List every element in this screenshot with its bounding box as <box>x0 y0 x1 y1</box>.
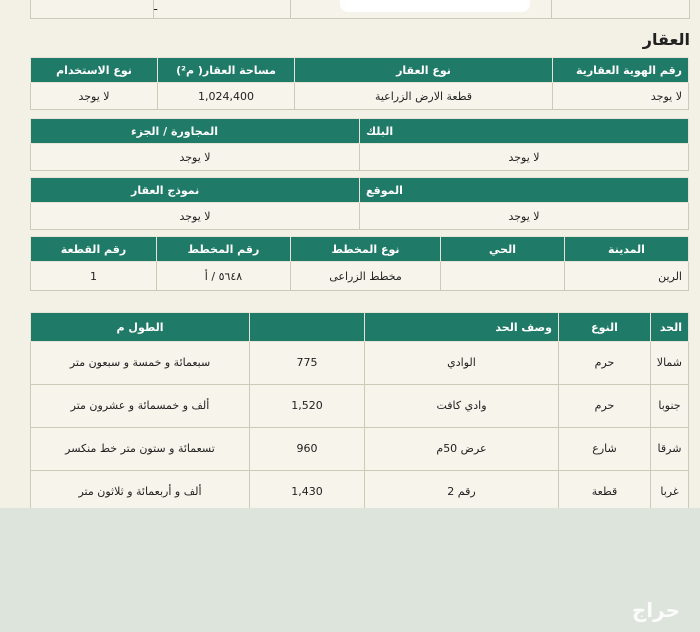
boundaries-table <box>30 312 689 514</box>
boundary-length: 1,520 <box>250 385 365 428</box>
section-title: العقار <box>642 30 690 49</box>
boundary-length-words: ألف و خمسمائة و عشرون متر <box>31 385 250 428</box>
boundary-direction: غربا <box>651 471 689 514</box>
bottom-blank-area <box>0 508 700 632</box>
boundary-length: 960 <box>250 428 365 471</box>
boundary-length: 1,430 <box>250 471 365 514</box>
location-table <box>30 177 689 230</box>
top-cell <box>551 0 690 19</box>
boundary-description: وادي كافت <box>365 385 559 428</box>
boundary-type: شارع <box>559 428 651 471</box>
plan-cell: مخطط الزراعى <box>291 262 441 291</box>
plan-table <box>30 236 689 291</box>
boundary-direction: شرقا <box>651 428 689 471</box>
plan-cell: ٥٦٤٨ / أ <box>157 262 291 291</box>
identity-table <box>30 57 689 110</box>
boundary-length-words: سبعمائة و خمسة و سبعون متر <box>31 342 250 385</box>
boundary-row <box>31 385 689 428</box>
plan-header: المدينة <box>565 237 689 262</box>
boundary-length-words: تسعمائة و ستون متر خط منكسر <box>31 428 250 471</box>
top-cell-value: ـ <box>153 0 291 19</box>
watermark: حراج <box>631 598 680 622</box>
boundary-header <box>250 313 365 342</box>
identity-cell: 1,024,400 <box>158 83 295 110</box>
boundary-length: 775 <box>250 342 365 385</box>
top-white-patch <box>340 0 530 12</box>
identity-cell: لا يوجد <box>31 83 158 110</box>
identity-header: نوع العقار <box>295 58 553 83</box>
location-cell: لا يوجد <box>31 203 360 230</box>
boundary-length-words: ألف و أربعمائة و ثلاثون متر <box>31 471 250 514</box>
location-header: الموقع <box>360 178 689 203</box>
block-header: المجاورة / الجزء <box>31 119 360 144</box>
plan-header: نوع المخطط <box>291 237 441 262</box>
boundary-header: الحد <box>651 313 689 342</box>
block-table <box>30 118 689 171</box>
identity-header: مساحة العقار( م²) <box>158 58 295 83</box>
plan-cell: 1 <box>31 262 157 291</box>
plan-header: رقم المخطط <box>157 237 291 262</box>
plan-cell <box>441 262 565 291</box>
plan-header: الحي <box>441 237 565 262</box>
boundary-type: حرم <box>559 385 651 428</box>
boundary-type: حرم <box>559 342 651 385</box>
boundary-description: رقم 2 <box>365 471 559 514</box>
top-cell <box>30 0 154 19</box>
block-cell: لا يوجد <box>360 144 689 171</box>
identity-header: رقم الهوية العقارية <box>553 58 689 83</box>
boundary-row <box>31 428 689 471</box>
boundary-description: الوادي <box>365 342 559 385</box>
location-cell: لا يوجد <box>360 203 689 230</box>
block-cell: لا يوجد <box>31 144 360 171</box>
boundary-type: قطعة <box>559 471 651 514</box>
identity-cell: قطعة الارض الزراعية <box>295 83 553 110</box>
top-cut-table <box>0 0 700 22</box>
boundary-row <box>31 342 689 385</box>
identity-cell: لا يوجد <box>553 83 689 110</box>
block-header: البلك <box>360 119 689 144</box>
boundary-direction: شمالا <box>651 342 689 385</box>
plan-cell: الرين <box>565 262 689 291</box>
plan-header: رقم القطعة <box>31 237 157 262</box>
boundary-header: وصف الحد <box>365 313 559 342</box>
boundary-direction: جنوبا <box>651 385 689 428</box>
identity-header: نوع الاستخدام <box>31 58 158 83</box>
boundary-description: عرض 50م <box>365 428 559 471</box>
boundary-header: النوع <box>559 313 651 342</box>
boundary-header: الطول م <box>31 313 250 342</box>
location-header: نموذج العقار <box>31 178 360 203</box>
